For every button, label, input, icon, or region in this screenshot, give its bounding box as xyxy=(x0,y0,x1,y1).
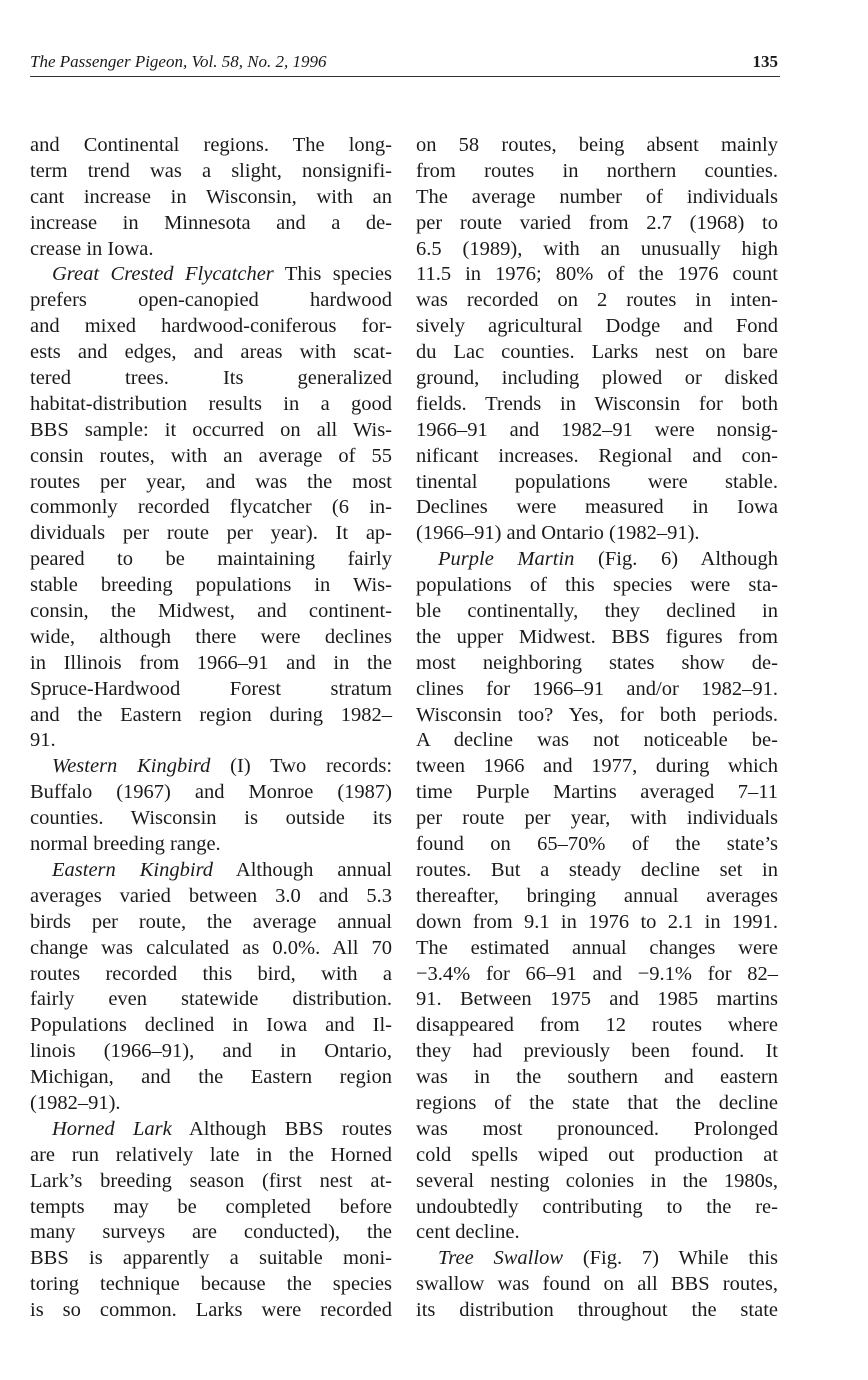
species-name: Western Kingbird xyxy=(52,755,211,778)
line-text: 91. xyxy=(30,729,56,752)
text-line xyxy=(30,884,392,910)
line-text: increase in Minnesota and a de- xyxy=(30,211,392,234)
line-text: 1966–91 and 1982–91 were nonsig- xyxy=(416,418,778,441)
line-text: A decline was not noticeable be- xyxy=(416,729,778,752)
text-line xyxy=(416,936,778,962)
line-text: crease in Iowa. xyxy=(30,237,154,260)
line-text: (Fig. 7) While this xyxy=(563,1247,778,1270)
line-text: they had previously been found. It xyxy=(416,1040,778,1063)
line-text: swallow was found on all BBS routes, xyxy=(416,1273,778,1296)
text-line xyxy=(416,987,778,1013)
line-text: Wisconsin too? Yes, for both periods. xyxy=(416,703,778,726)
species-name: Horned Lark xyxy=(52,1117,172,1140)
line-text: cent decline. xyxy=(416,1221,520,1244)
line-text: fairly even statewide distribution. xyxy=(30,988,392,1011)
text-line xyxy=(30,728,392,754)
line-text: from routes in northern counties. xyxy=(416,159,778,182)
line-text: cold spells wiped out production at xyxy=(416,1143,778,1166)
line-text: per route per year, with individuals xyxy=(416,807,778,830)
line-text: in Illinois from 1966–91 and in the xyxy=(30,651,392,674)
text-line xyxy=(30,444,392,470)
text-line xyxy=(416,599,778,625)
text-line xyxy=(416,444,778,470)
line-text: tinental populations were stable. xyxy=(416,470,778,493)
right-text-column xyxy=(416,133,778,1324)
text-line xyxy=(30,340,392,366)
text-line xyxy=(416,185,778,211)
text-line xyxy=(416,211,778,237)
line-text: (1966–91) and Ontario (1982–91). xyxy=(416,522,700,545)
text-line xyxy=(416,495,778,521)
text-line xyxy=(30,262,392,288)
line-text: are run relatively late in the Horned xyxy=(30,1143,392,1166)
text-line xyxy=(30,1272,392,1298)
text-line xyxy=(30,599,392,625)
line-text: and Continental regions. The long- xyxy=(30,134,392,156)
text-line xyxy=(30,1298,392,1324)
line-text: regions of the state that the decline xyxy=(416,1091,778,1114)
text-line xyxy=(30,211,392,237)
text-line xyxy=(30,1013,392,1039)
running-head xyxy=(30,52,780,77)
line-text: 91. Between 1975 and 1985 martins xyxy=(416,988,778,1011)
text-line xyxy=(30,1143,392,1169)
line-text: ests and edges, and areas with scat- xyxy=(30,341,392,364)
text-line xyxy=(30,1039,392,1065)
line-text: the upper Midwest. BBS figures from xyxy=(416,625,778,648)
line-text: tered trees. Its generalized xyxy=(30,367,392,390)
line-text: Although annual xyxy=(213,858,392,881)
line-text: BBS sample: it occurred on all Wis- xyxy=(30,418,392,441)
line-text: dividuals per route per year). It ap- xyxy=(30,522,392,545)
text-line xyxy=(416,547,778,573)
text-line xyxy=(416,1143,778,1169)
text-line xyxy=(30,1220,392,1246)
line-text: nificant increases. Regional and con- xyxy=(416,444,778,467)
text-line xyxy=(30,832,392,858)
line-text: toring technique because the species xyxy=(30,1273,392,1296)
line-text: wide, although there were declines xyxy=(30,625,392,648)
line-text: fields. Trends in Wisconsin for both xyxy=(416,392,778,415)
text-line xyxy=(30,754,392,780)
text-line xyxy=(416,159,778,185)
text-line xyxy=(416,573,778,599)
text-line xyxy=(30,987,392,1013)
text-line xyxy=(30,677,392,703)
text-line xyxy=(30,858,392,884)
text-line xyxy=(416,314,778,340)
text-line xyxy=(416,133,778,159)
text-line xyxy=(416,418,778,444)
text-line xyxy=(416,780,778,806)
text-line xyxy=(30,806,392,832)
text-line xyxy=(30,1065,392,1091)
text-line xyxy=(416,470,778,496)
text-line xyxy=(416,1169,778,1195)
text-line xyxy=(30,547,392,573)
text-line xyxy=(30,1117,392,1143)
line-text: counties. Wisconsin is outside its xyxy=(30,807,392,830)
species-name: Great Crested Flycatcher xyxy=(52,263,274,286)
text-line xyxy=(416,703,778,729)
text-line xyxy=(30,159,392,185)
left-text-column xyxy=(30,133,392,1324)
line-text: The estimated annual changes were xyxy=(416,936,778,959)
line-text: time Purple Martins averaged 7–11 xyxy=(416,781,778,804)
text-line xyxy=(416,1246,778,1272)
line-text: was in the southern and eastern xyxy=(416,1066,778,1089)
text-line xyxy=(416,884,778,910)
text-line xyxy=(30,314,392,340)
line-text: linois (1966–91), and in Ontario, xyxy=(30,1040,392,1063)
line-text: −3.4% for 66–91 and −9.1% for 82– xyxy=(416,962,778,985)
line-text: Although BBS routes xyxy=(171,1117,392,1140)
text-line xyxy=(416,1195,778,1221)
text-line xyxy=(416,237,778,263)
text-line xyxy=(416,1065,778,1091)
text-line xyxy=(416,1272,778,1298)
line-text: Lark’s breeding season (first nest at- xyxy=(30,1169,392,1192)
text-line xyxy=(416,392,778,418)
text-line xyxy=(416,1091,778,1117)
line-text: consin routes, with an average of 55 xyxy=(30,444,392,467)
text-line xyxy=(30,418,392,444)
line-text: undoubtedly contributing to the re- xyxy=(416,1195,778,1218)
line-text: found on 65–70% of the state’s xyxy=(416,833,778,856)
text-line xyxy=(416,1220,778,1246)
text-line xyxy=(416,651,778,677)
line-text: ground, including plowed or disked xyxy=(416,367,778,390)
text-line xyxy=(30,625,392,651)
line-text: most neighboring states show de- xyxy=(416,651,778,674)
line-text: (I) Two records: xyxy=(210,755,393,778)
text-line xyxy=(30,573,392,599)
line-text: habitat-distribution results in a good xyxy=(30,392,392,415)
line-text: populations of this species were sta- xyxy=(416,574,778,597)
line-text: tween 1966 and 1977, during which xyxy=(416,755,778,778)
line-text: prefers open-canopied hardwood xyxy=(30,289,392,312)
species-name: Tree Swallow xyxy=(438,1247,563,1270)
line-text: down from 9.1 in 1976 to 2.1 in 1991. xyxy=(416,910,778,933)
line-text: Michigan, and the Eastern region xyxy=(30,1066,392,1089)
text-line xyxy=(416,262,778,288)
text-line xyxy=(30,962,392,988)
line-text: peared to be maintaining fairly xyxy=(30,548,392,571)
text-line xyxy=(416,340,778,366)
line-text: Populations declined in Iowa and Il- xyxy=(30,1014,392,1037)
text-line xyxy=(416,806,778,832)
line-text: (1982–91). xyxy=(30,1091,121,1114)
text-line xyxy=(30,495,392,521)
line-text: 11.5 in 1976; 80% of the 1976 count xyxy=(416,263,778,286)
line-text: Buffalo (1967) and Monroe (1987) xyxy=(30,781,392,804)
text-line xyxy=(416,677,778,703)
line-text: was most pronounced. Prolonged xyxy=(416,1117,778,1140)
line-text: and the Eastern region during 1982– xyxy=(30,703,392,726)
line-text: consin, the Midwest, and continent- xyxy=(30,600,392,623)
text-line xyxy=(30,910,392,936)
text-line xyxy=(30,1091,392,1117)
line-text: normal breeding range. xyxy=(30,833,221,856)
text-line xyxy=(30,392,392,418)
line-text: This species xyxy=(273,263,392,286)
line-text: several nesting colonies in the 1980s, xyxy=(416,1169,778,1192)
line-text: change was calculated as 0.0%. All 70 xyxy=(30,936,392,959)
line-text: birds per route, the average annual xyxy=(30,910,392,933)
text-line xyxy=(30,185,392,211)
line-text: many surveys are conducted), the xyxy=(30,1221,392,1244)
journal-title: The Passenger Pigeon, Vol. 58, No. 2, 1996 xyxy=(30,52,327,71)
line-text: 6.5 (1989), with an unusually high xyxy=(416,237,778,260)
text-line xyxy=(416,858,778,884)
text-line xyxy=(30,288,392,314)
line-text: clines for 1966–91 and/or 1982–91. xyxy=(416,677,778,700)
text-line xyxy=(30,521,392,547)
text-line xyxy=(30,703,392,729)
line-text: and mixed hardwood-coniferous for- xyxy=(30,315,392,338)
text-line xyxy=(30,1195,392,1221)
line-text: routes recorded this bird, with a xyxy=(30,962,392,985)
line-text: on 58 routes, being absent mainly xyxy=(416,134,778,156)
line-text: averages varied between 3.0 and 5.3 xyxy=(30,884,392,907)
line-text: routes. But a steady decline set in xyxy=(416,858,778,881)
line-text: Spruce-Hardwood Forest stratum xyxy=(30,677,392,700)
line-text: is so common. Larks were recorded xyxy=(30,1299,392,1322)
line-text: cant increase in Wisconsin, with an xyxy=(30,185,392,208)
text-line xyxy=(30,470,392,496)
line-text: (Fig. 6) Although xyxy=(574,548,778,571)
text-line xyxy=(416,288,778,314)
text-line xyxy=(416,728,778,754)
line-text: was recorded on 2 routes in inten- xyxy=(416,289,778,312)
line-text: thereafter, bringing annual averages xyxy=(416,884,778,907)
text-line xyxy=(30,1169,392,1195)
text-line xyxy=(416,366,778,392)
line-text: its distribution throughout the state xyxy=(416,1299,778,1322)
line-text: du Lac counties. Larks nest on bare xyxy=(416,341,778,364)
text-line xyxy=(416,910,778,936)
species-name: Purple Martin xyxy=(438,548,575,571)
text-line xyxy=(30,780,392,806)
text-line xyxy=(416,832,778,858)
text-line xyxy=(30,237,392,263)
text-line xyxy=(30,936,392,962)
line-text: routes per year, and was the most xyxy=(30,470,392,493)
line-text: sively agricultural Dodge and Fond xyxy=(416,315,778,338)
line-text: tempts may be completed before xyxy=(30,1195,392,1218)
text-line xyxy=(416,521,778,547)
line-text: The average number of individuals xyxy=(416,185,778,208)
line-text: Declines were measured in Iowa xyxy=(416,496,778,519)
line-text: ble continentally, they declined in xyxy=(416,600,778,623)
line-text: commonly recorded flycatcher (6 in- xyxy=(30,496,392,519)
species-name: Eastern Kingbird xyxy=(52,858,214,881)
line-text: per route varied from 2.7 (1968) to xyxy=(416,211,778,234)
text-line xyxy=(30,366,392,392)
text-line xyxy=(30,651,392,677)
text-line xyxy=(416,1117,778,1143)
text-line xyxy=(30,1246,392,1272)
line-text: term trend was a slight, nonsignifi- xyxy=(30,159,392,182)
text-line xyxy=(416,754,778,780)
text-line xyxy=(416,625,778,651)
line-text: disappeared from 12 routes where xyxy=(416,1014,778,1037)
text-line xyxy=(30,133,392,159)
page-number: 135 xyxy=(752,52,778,71)
text-line xyxy=(416,1013,778,1039)
line-text: BBS is apparently a suitable moni- xyxy=(30,1247,392,1270)
text-line xyxy=(416,962,778,988)
text-line xyxy=(416,1039,778,1065)
text-line xyxy=(416,1298,778,1324)
line-text: stable breeding populations in Wis- xyxy=(30,574,392,597)
